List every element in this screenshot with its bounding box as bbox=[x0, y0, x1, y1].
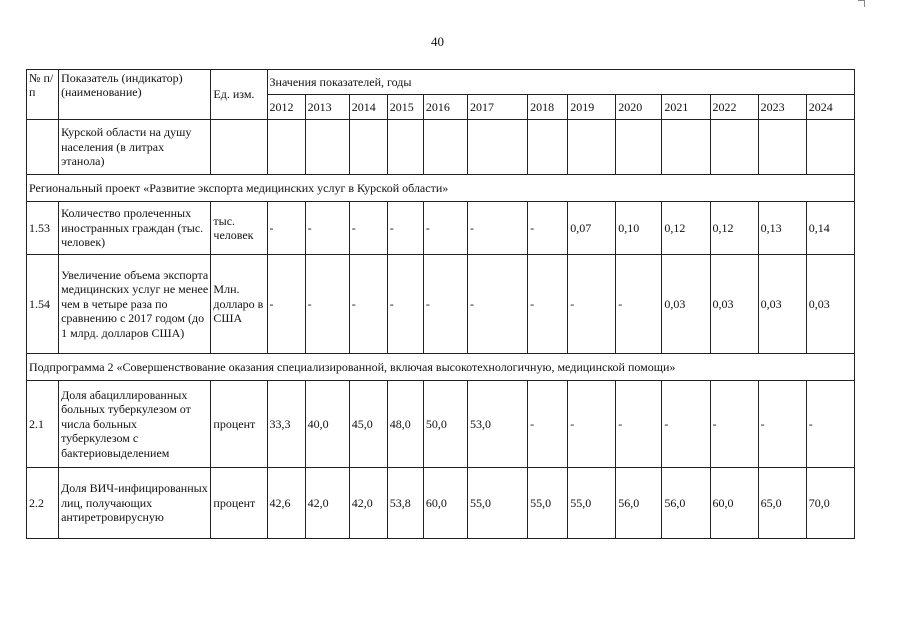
cell-value bbox=[423, 120, 467, 175]
cell-num: 2.2 bbox=[27, 468, 59, 539]
cell-value bbox=[267, 120, 305, 175]
header-year: 2017 bbox=[467, 95, 527, 120]
header-year: 2016 bbox=[423, 95, 467, 120]
cell-value bbox=[758, 120, 806, 175]
cell-value: - bbox=[616, 381, 662, 468]
cell-value: - bbox=[568, 255, 616, 354]
header-num: № п/п bbox=[27, 70, 59, 120]
header-indicator: Показатель (индикатор) (наименование) bbox=[59, 70, 211, 120]
cell-value: 48,0 bbox=[387, 381, 423, 468]
cell-value bbox=[710, 120, 758, 175]
cell-value: 45,0 bbox=[349, 381, 387, 468]
cell-indicator: Увеличение объема экспорта медицинских услуг не менее чем в четыре раза по сравнению с 2017 годом (до 1 млрд. долларов США) bbox=[59, 255, 211, 354]
table-row bbox=[27, 202, 855, 255]
cell-value: - bbox=[349, 202, 387, 255]
cell-value: 0,03 bbox=[806, 255, 854, 354]
cell-value: - bbox=[387, 255, 423, 354]
cell-value: - bbox=[305, 255, 349, 354]
cell-num bbox=[27, 120, 59, 175]
header-year: 2023 bbox=[758, 95, 806, 120]
header-year: 2022 bbox=[710, 95, 758, 120]
cell-value: 0,10 bbox=[616, 202, 662, 255]
cell-value: 42,6 bbox=[267, 468, 305, 539]
cell-indicator: Доля ВИЧ-инфицированных лиц, получающих антиретровирусную bbox=[59, 468, 211, 539]
cell-value: 60,0 bbox=[710, 468, 758, 539]
header-unit: Ед. изм. bbox=[211, 70, 267, 120]
cell-value: - bbox=[528, 255, 568, 354]
cell-unit: процент bbox=[211, 468, 267, 539]
cell-value: 70,0 bbox=[806, 468, 854, 539]
cell-unit: процент bbox=[211, 381, 267, 468]
header-year: 2018 bbox=[528, 95, 568, 120]
table-row bbox=[27, 120, 855, 175]
cell-indicator: Доля абациллированных больных туберкулезом от числа больных туберкулезом с бактериовыделением bbox=[59, 381, 211, 468]
section-row bbox=[27, 175, 855, 202]
cell-value bbox=[387, 120, 423, 175]
cell-value: 56,0 bbox=[616, 468, 662, 539]
header-year: 2024 bbox=[806, 95, 854, 120]
cell-num: 1.54 bbox=[27, 255, 59, 354]
header-row bbox=[27, 70, 855, 95]
table-row bbox=[27, 468, 855, 539]
header-year: 2012 bbox=[267, 95, 305, 120]
header-year: 2013 bbox=[305, 95, 349, 120]
page-number: 40 bbox=[431, 34, 444, 49]
cell-value: - bbox=[387, 202, 423, 255]
cell-unit: тыс. человек bbox=[211, 202, 267, 255]
cell-value bbox=[467, 120, 527, 175]
cell-value: - bbox=[806, 381, 854, 468]
cell-value: 60,0 bbox=[423, 468, 467, 539]
cell-value: 0,14 bbox=[806, 202, 854, 255]
cell-value: 40,0 bbox=[305, 381, 349, 468]
cell-unit: Млн. долларо в США bbox=[211, 255, 267, 354]
header-year: 2021 bbox=[662, 95, 710, 120]
cell-value bbox=[528, 120, 568, 175]
cell-value: 55,0 bbox=[528, 468, 568, 539]
cell-value bbox=[568, 120, 616, 175]
cell-value: - bbox=[528, 202, 568, 255]
cell-value: - bbox=[267, 255, 305, 354]
cell-value: 65,0 bbox=[758, 468, 806, 539]
cell-value bbox=[806, 120, 854, 175]
cell-value: - bbox=[467, 255, 527, 354]
cell-value: - bbox=[267, 202, 305, 255]
section-title: Региональный проект «Развитие экспорта медицинских услуг в Курской области» bbox=[27, 175, 855, 202]
header-values-title: Значения показателей, годы bbox=[267, 70, 854, 95]
cell-value: - bbox=[423, 255, 467, 354]
cell-value: 55,0 bbox=[568, 468, 616, 539]
cell-value: - bbox=[349, 255, 387, 354]
cell-value bbox=[662, 120, 710, 175]
section-title: Подпрограмма 2 «Совершенствование оказания специализированной, включая высокотехнологичную, медицинской помощи» bbox=[27, 354, 855, 381]
cell-unit bbox=[211, 120, 267, 175]
table-row bbox=[27, 255, 855, 354]
cell-value: 0,07 bbox=[568, 202, 616, 255]
cell-value: - bbox=[710, 381, 758, 468]
header-year: 2015 bbox=[387, 95, 423, 120]
cell-num: 1.53 bbox=[27, 202, 59, 255]
cell-indicator: Количество пролеченных иностранных граждан (тыс. человек) bbox=[59, 202, 211, 255]
cell-value: 33,3 bbox=[267, 381, 305, 468]
cell-value: 53,8 bbox=[387, 468, 423, 539]
cell-value: 53,0 bbox=[467, 381, 527, 468]
cell-value: - bbox=[305, 202, 349, 255]
cell-value: 42,0 bbox=[349, 468, 387, 539]
cell-value: - bbox=[758, 381, 806, 468]
cell-value: 42,0 bbox=[305, 468, 349, 539]
cell-value: 0,12 bbox=[662, 202, 710, 255]
header-year: 2014 bbox=[349, 95, 387, 120]
cell-value: 0,03 bbox=[662, 255, 710, 354]
cell-indicator: Курской области на душу населения (в литрах этанола) bbox=[59, 120, 211, 175]
cell-value: - bbox=[662, 381, 710, 468]
cell-value: 0,03 bbox=[758, 255, 806, 354]
indicators-table bbox=[26, 69, 855, 539]
scan-corner-mark bbox=[858, 0, 865, 7]
cell-value: 0,13 bbox=[758, 202, 806, 255]
cell-value: - bbox=[423, 202, 467, 255]
table-row bbox=[27, 381, 855, 468]
cell-value: - bbox=[616, 255, 662, 354]
cell-value bbox=[305, 120, 349, 175]
cell-value: 55,0 bbox=[467, 468, 527, 539]
cell-num: 2.1 bbox=[27, 381, 59, 468]
cell-value: 0,03 bbox=[710, 255, 758, 354]
cell-value bbox=[349, 120, 387, 175]
cell-value: - bbox=[467, 202, 527, 255]
cell-value: - bbox=[528, 381, 568, 468]
cell-value: 56,0 bbox=[662, 468, 710, 539]
cell-value: - bbox=[568, 381, 616, 468]
header-year: 2020 bbox=[616, 95, 662, 120]
header-year: 2019 bbox=[568, 95, 616, 120]
cell-value: 50,0 bbox=[423, 381, 467, 468]
section-row bbox=[27, 354, 855, 381]
cell-value: 0,12 bbox=[710, 202, 758, 255]
cell-value bbox=[616, 120, 662, 175]
